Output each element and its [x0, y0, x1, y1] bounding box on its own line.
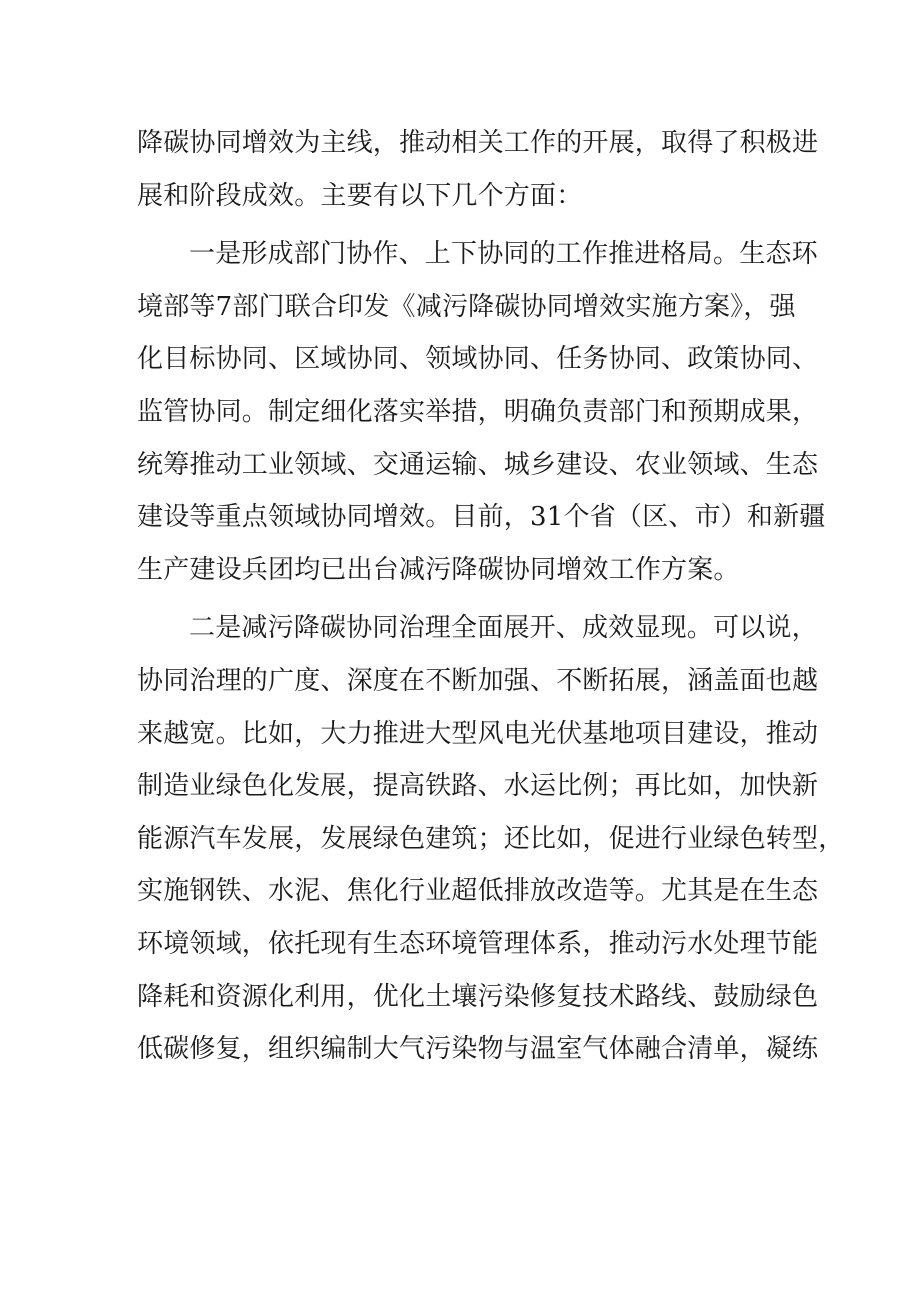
text-line: 生产建设兵团均已出台减污降碳协同增效工作方案。 — [137, 554, 740, 585]
paragraph-start-line: 二是减污降碳协同治理全面展开、成效显现。可以说， — [189, 613, 818, 644]
text-line: 监管协同。制定细化落实举措，明确负责部门和预期成果， — [137, 396, 819, 427]
text-line: 境部等7部门联合印发《减污降碳协同增效实施方案》，强 — [137, 291, 796, 322]
text-line: 化目标协同、区域协同、领域协同、任务协同、政策协同、 — [137, 344, 819, 375]
text-line: 实施钢铁、水泥、焦化行业超低排放改造等。尤其是在生态 — [137, 876, 819, 907]
text-line: 统筹推动工业领域、交通运输、城乡建设、农业领域、生态 — [137, 449, 819, 480]
text-line: 能源汽车发展，发展绿色建筑；还比如，促进行业绿色转型， — [137, 823, 845, 854]
text-line: 环境领域，依托现有生态环境管理体系，推动污水处理节能 — [137, 928, 819, 959]
text-line: 来越宽。比如，大力推进大型风电光伏基地项目建设，推动 — [137, 718, 819, 749]
body-text — [137, 117, 845, 1076]
paragraph-start-line: 一是形成部门协作、上下协同的工作推进格局。生态环 — [189, 239, 818, 270]
text-line: 低碳修复，组织编制大气污染物与温室气体融合清单，凝练 — [137, 1034, 819, 1065]
text-line: 降碳协同增效为主线，推动相关工作的开展，取得了积极进 — [137, 128, 819, 158]
text-line: 降耗和资源化利用，优化土壤污染修复技术路线、鼓励绿色 — [137, 981, 819, 1012]
text-line: 建设等重点领域协同增效。目前，31个省（区、市）和新疆 — [137, 502, 826, 533]
text-line: 展和阶段成效。主要有以下几个方面： — [137, 180, 583, 211]
text-line: 协同治理的广度、深度在不断加强、不断拓展，涵盖面也越 — [137, 665, 819, 696]
text-line: 制造业绿色化发展，提高铁路、水运比例；再比如，加快新 — [137, 771, 819, 802]
